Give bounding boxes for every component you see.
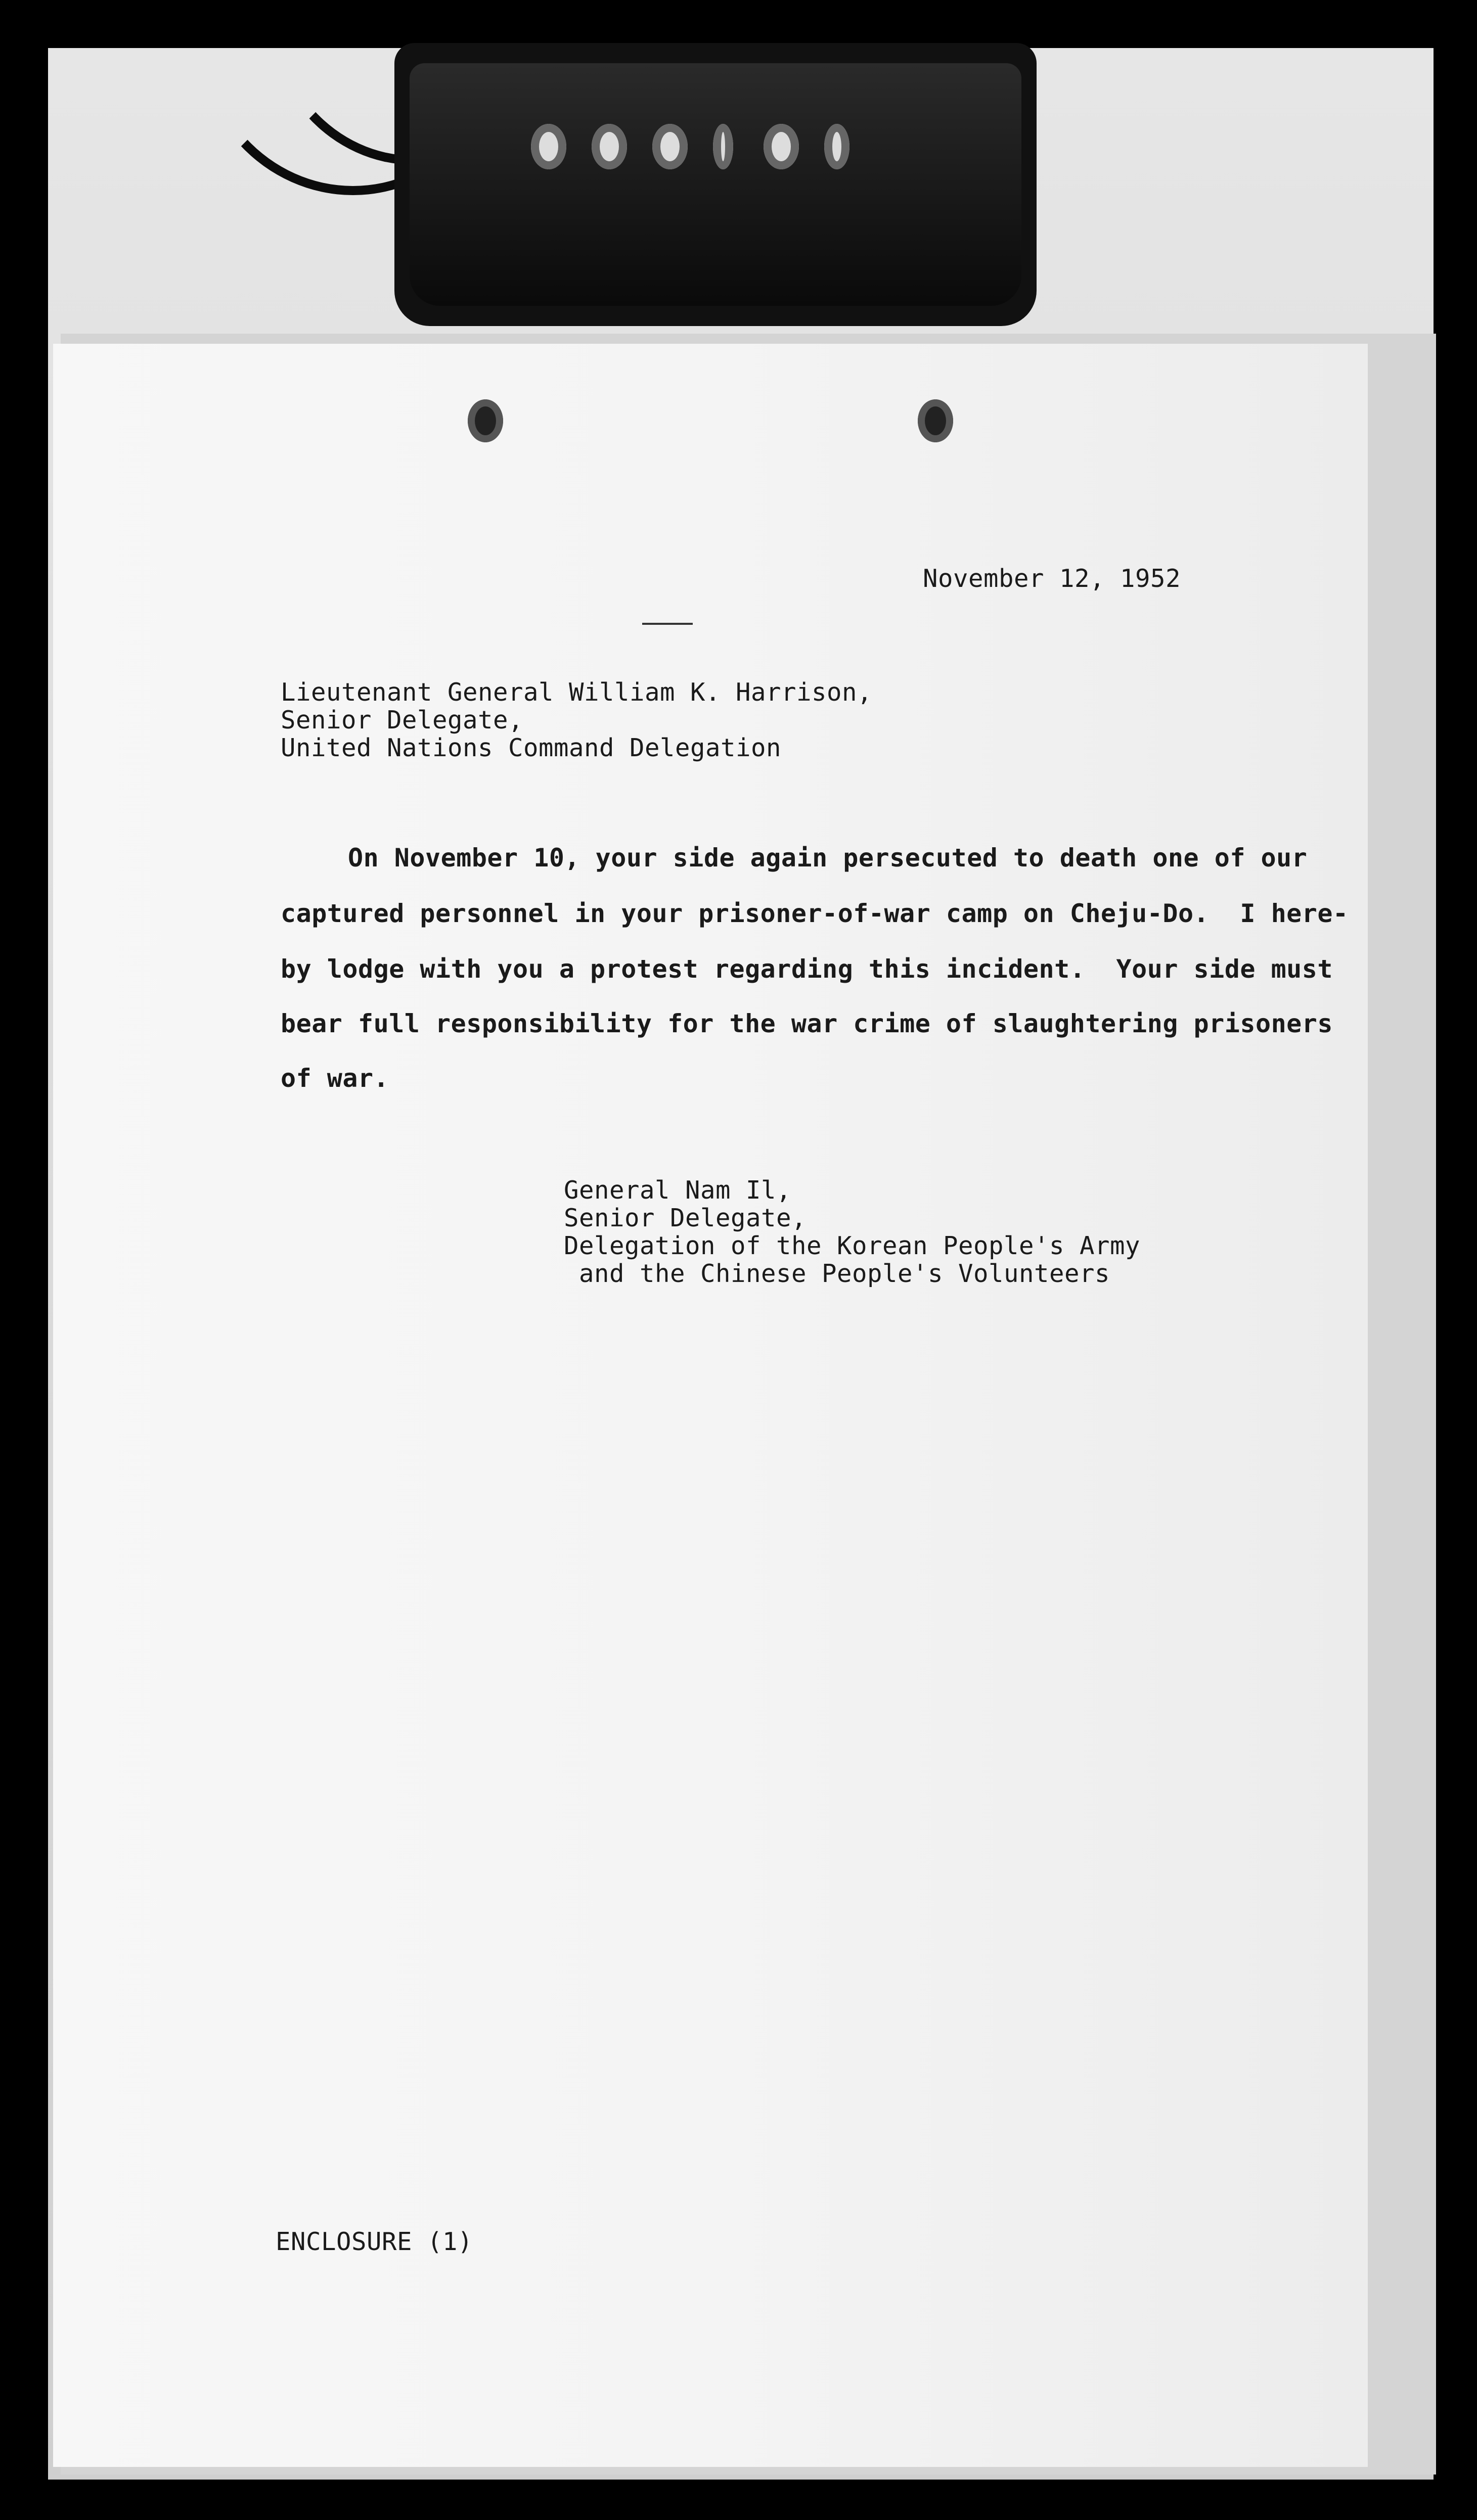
clip-rivet — [824, 124, 849, 169]
clip-rivet — [713, 124, 733, 169]
enclosure-note: ENCLOSURE (1) — [276, 2227, 473, 2256]
recipient-line: Lieutenant General William K. Harrison, — [281, 678, 873, 707]
letter-date: November 12, 1952 — [923, 564, 1181, 593]
clip-rivet — [652, 124, 688, 169]
body-line: captured personnel in your prisoner-of-war camp on Cheju-Do. I here- — [281, 899, 1349, 928]
body-line: by lodge with you a protest regarding this incident. Your side must — [281, 954, 1333, 984]
clipboard-clip — [394, 43, 1037, 326]
punch-hole — [468, 399, 503, 442]
body-line: bear full responsibility for the war crime of slaughtering prisoners — [281, 1009, 1333, 1038]
body-line: On November 10, your side again persecuted to death one of our — [348, 843, 1308, 873]
clip-body — [410, 63, 1021, 306]
recipient-line: United Nations Command Delegation — [281, 734, 782, 762]
punch-hole — [918, 399, 953, 442]
body-line: of war. — [281, 1064, 389, 1093]
letter-sheet — [53, 344, 1368, 2467]
signature-line: Senior Delegate, — [564, 1204, 807, 1232]
recipient-line: Senior Delegate, — [281, 706, 524, 735]
stray-mark — [642, 623, 693, 625]
signature-line: and the Chinese People's Volunteers — [564, 1259, 1110, 1288]
signature-line: Delegation of the Korean People's Army — [564, 1231, 1141, 1260]
clip-rivet — [592, 124, 627, 169]
clip-rivet — [531, 124, 566, 169]
signature-line: General Nam Il, — [564, 1176, 792, 1205]
clip-rivet — [764, 124, 799, 169]
